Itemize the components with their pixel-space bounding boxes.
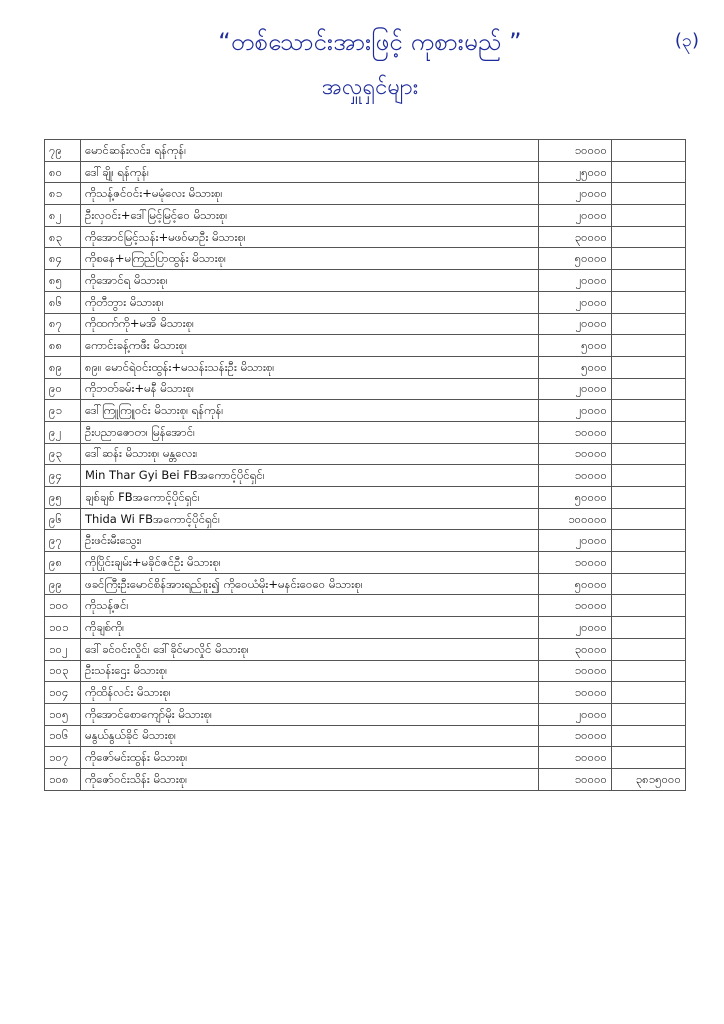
row-number: ၁၀၇ <box>45 747 81 769</box>
donation-amount: ၁၀၀၀၀ <box>539 595 612 617</box>
running-total <box>612 703 686 725</box>
row-number: ၉၀ <box>45 378 81 400</box>
donor-name: ဦးဖင်းမီးသွေး၊ <box>81 530 539 552</box>
table-row <box>45 552 686 574</box>
row-number: ၉၉ <box>45 573 81 595</box>
running-total <box>612 205 686 227</box>
row-number: ၈၁ <box>45 183 81 205</box>
donor-name: ကိုစနေ+မကြည်ပြာထွန်း မိသားစု၊ <box>81 248 539 270</box>
donation-amount: ၁၀၀၀၀ <box>539 465 612 487</box>
row-number: ၁၀၁ <box>45 617 81 639</box>
table-row <box>45 573 686 595</box>
row-number: ၈၆ <box>45 291 81 313</box>
table-row <box>45 595 686 617</box>
page-subtitle: အလှူရှင်များ <box>321 75 419 100</box>
donor-name: ကိုဇော်ဝင်းသိန်း မိသားစု၊ <box>81 768 539 790</box>
donor-name: ၈၉။ မောင်ရဲဝင်းထွန်း+မသန်းသန်းဦး မိသားစု၊ <box>81 356 539 378</box>
running-total <box>612 725 686 747</box>
running-total <box>612 400 686 422</box>
row-number: ၁၀၀ <box>45 595 81 617</box>
donor-name: ကိုပြိုင်းချမ်း+မခိုင်ဇင်ဦး မိသားစု၊ <box>81 552 539 574</box>
row-number: ၉၅ <box>45 487 81 509</box>
table-row <box>45 378 686 400</box>
running-total <box>612 378 686 400</box>
table-row <box>45 747 686 769</box>
donor-name: မနွယ်နွယ်ခိုင် မိသားစု၊ <box>81 725 539 747</box>
page-header <box>0 0 724 120</box>
running-total <box>612 335 686 357</box>
page-number: (၃) <box>674 30 700 51</box>
table-row <box>45 248 686 270</box>
donation-amount: ၂၀၀၀၀ <box>539 400 612 422</box>
running-total <box>612 291 686 313</box>
donor-name: ဒေါ်ခင်ဝင်းလှိုင်၊ ဒေါ်ခိုင်မာလှိုင် မိသားစု၊ <box>81 638 539 660</box>
donor-name: ချစ်ချစ် FBအကောင့်ပိုင်ရှင်၊ <box>81 487 539 509</box>
donor-name: ကိုသန့်ဇင်ဝင်း+မမုံလေး မိသားစု၊ <box>81 183 539 205</box>
row-number: ၉၈ <box>45 552 81 574</box>
table-row <box>45 226 686 248</box>
running-total <box>612 443 686 465</box>
table-row <box>45 161 686 183</box>
running-total <box>612 248 686 270</box>
donation-amount: ၂၀၀၀၀ <box>539 530 612 552</box>
donation-amount: ၃၀၀၀၀ <box>539 638 612 660</box>
donation-amount: ၂၀၀၀၀ <box>539 617 612 639</box>
row-number: ၁၀၅ <box>45 703 81 725</box>
running-total <box>612 660 686 682</box>
donor-name: မောင်ဆန်းလင်း၊ ရန်ကုန်၊ <box>81 140 539 162</box>
donation-amount: ၁၀၀၀၀ <box>539 768 612 790</box>
table-row <box>45 703 686 725</box>
row-number: ၉၁ <box>45 400 81 422</box>
donation-amount: ၁၀၀၀၀ <box>539 747 612 769</box>
table-row <box>45 291 686 313</box>
donor-name: ကိုအောင်မြင့်သန်း+မဖဝ်မာဦး မိသားစု၊ <box>81 226 539 248</box>
row-number: ၉၄ <box>45 465 81 487</box>
running-total <box>612 595 686 617</box>
donor-name: ကိုတီဘွား မိသားစု၊ <box>81 291 539 313</box>
donation-amount: ၁၀၀၀၀ <box>539 140 612 162</box>
donation-amount: ၅၀၀၀၀ <box>539 248 612 270</box>
table-row <box>45 270 686 292</box>
running-total <box>612 573 686 595</box>
donor-table-body <box>45 140 686 791</box>
donation-amount: ၂၀၀၀၀ <box>539 270 612 292</box>
table-row <box>45 443 686 465</box>
running-total <box>612 747 686 769</box>
running-total <box>612 226 686 248</box>
donation-amount: ၁၀၀၀၀၀ <box>539 508 612 530</box>
row-number: ၈၂ <box>45 205 81 227</box>
running-total <box>612 421 686 443</box>
donation-amount: ၂၀၀၀၀ <box>539 291 612 313</box>
table-row <box>45 768 686 790</box>
table-row <box>45 183 686 205</box>
row-number: ၁၀၄ <box>45 682 81 704</box>
row-number: ၁၀၃ <box>45 660 81 682</box>
running-total <box>612 313 686 335</box>
donation-amount: ၅၀၀၀၀ <box>539 487 612 509</box>
donation-amount: ၂၅၀၀၀ <box>539 161 612 183</box>
running-total <box>612 638 686 660</box>
running-total <box>612 508 686 530</box>
donation-amount: ၅၀၀၀ <box>539 335 612 357</box>
donor-name: ဒေါ်ချို၊ ရန်ကုန်၊ <box>81 161 539 183</box>
table-row <box>45 660 686 682</box>
donor-name: ဦးပညာဇောတ၊ မြန်အောင်၊ <box>81 421 539 443</box>
donor-name: ကိုအောင်စောကျော်မိုး မိသားစု၊ <box>81 703 539 725</box>
donor-name: Min Thar Gyi Bei FBအကောင့်ပိုင်ရှင်၊ <box>81 465 539 487</box>
running-total: ၃၈၁၅၀၀၀ <box>612 768 686 790</box>
running-total <box>612 552 686 574</box>
row-number: ၈၅ <box>45 270 81 292</box>
donor-name: Thida Wi FBအကောင့်ပိုင်ရှင်၊ <box>81 508 539 530</box>
table-row <box>45 465 686 487</box>
donor-name: ကိုသန့်ဇင်၊ <box>81 595 539 617</box>
running-total <box>612 140 686 162</box>
table-row <box>45 638 686 660</box>
table-row <box>45 400 686 422</box>
table-row <box>45 421 686 443</box>
donation-amount: ၁၀၀၀၀ <box>539 421 612 443</box>
donor-name: ဒေါ်ကြူကြူဝင်း မိသားစု၊ ရန်ကုန်၊ <box>81 400 539 422</box>
donation-amount: ၁၀၀၀၀ <box>539 443 612 465</box>
donation-amount: ၂၀၀၀၀ <box>539 703 612 725</box>
table-row <box>45 487 686 509</box>
row-number: ၈၃ <box>45 226 81 248</box>
donation-amount: ၁၀၀၀၀ <box>539 682 612 704</box>
donor-name: ဒေါ်ဆန်း မိသားစု၊ မန္တလေး၊ <box>81 443 539 465</box>
donor-name: ကိုထိန်လင်း မိသားစု၊ <box>81 682 539 704</box>
donation-amount: ၂၀၀၀၀ <box>539 183 612 205</box>
donation-amount: ၃၀၀၀၀ <box>539 226 612 248</box>
row-number: ၁၀၂ <box>45 638 81 660</box>
running-total <box>612 465 686 487</box>
running-total <box>612 487 686 509</box>
table-row <box>45 530 686 552</box>
row-number: ၈၄ <box>45 248 81 270</box>
row-number: ၈၇ <box>45 313 81 335</box>
donor-name: ဦးလှဝင်း+ဒေါ်မြင့်မြင့်ဝေ မိသားစု၊ <box>81 205 539 227</box>
donation-amount: ၅၀၀၀ <box>539 356 612 378</box>
running-total <box>612 530 686 552</box>
running-total <box>612 161 686 183</box>
donor-name: ဖခင်ကြီးဦးမောင်စိန်အားရည်စူး၍ ကိုဝေယံမိုး+မနင်းဝေဝေ မိသားစု၊ <box>81 573 539 595</box>
donor-name: ကိုချစ်ကို၊ <box>81 617 539 639</box>
donation-amount: ၅၀၀၀၀ <box>539 573 612 595</box>
table-row <box>45 140 686 162</box>
donation-amount: ၁၀၀၀၀ <box>539 660 612 682</box>
table-row <box>45 356 686 378</box>
row-number: ၇၉ <box>45 140 81 162</box>
page-title: “တစ်သောင်းအားဖြင့် ကုစားမည် ” <box>218 28 522 56</box>
running-total <box>612 270 686 292</box>
table-row <box>45 725 686 747</box>
donor-name: ကိုဘတ်ခမ်း+မနီ မိသားစု၊ <box>81 378 539 400</box>
row-number: ၉၇ <box>45 530 81 552</box>
row-number: ၈၀ <box>45 161 81 183</box>
running-total <box>612 183 686 205</box>
table-row <box>45 682 686 704</box>
table-row <box>45 335 686 357</box>
donation-amount: ၁၀၀၀၀ <box>539 552 612 574</box>
running-total <box>612 356 686 378</box>
row-number: ၉၆ <box>45 508 81 530</box>
row-number: ၁၀၈ <box>45 768 81 790</box>
row-number: ၈၈ <box>45 335 81 357</box>
donor-name: ဦးသန်းဌေး မိသားစု၊ <box>81 660 539 682</box>
row-number: ၁၀၆ <box>45 725 81 747</box>
donor-name: ကောင်းခန့်ကဖီး မိသားစု၊ <box>81 335 539 357</box>
donation-amount: ၂၀၀၀၀ <box>539 205 612 227</box>
table-row <box>45 617 686 639</box>
donor-table <box>44 139 686 791</box>
table-row <box>45 205 686 227</box>
donation-amount: ၁၀၀၀၀ <box>539 725 612 747</box>
table-row <box>45 508 686 530</box>
donation-amount: ၂၀၀၀၀ <box>539 313 612 335</box>
running-total <box>612 617 686 639</box>
row-number: ၉၃ <box>45 443 81 465</box>
donor-name: ကိုထက်ကို+မအိ မိသားစု၊ <box>81 313 539 335</box>
row-number: ၈၉ <box>45 356 81 378</box>
table-row <box>45 313 686 335</box>
donor-name: ကိုဇော်မင်းထွန်း မိသားစု၊ <box>81 747 539 769</box>
donation-amount: ၂၀၀၀၀ <box>539 378 612 400</box>
row-number: ၉၂ <box>45 421 81 443</box>
donor-name: ကိုအောင်ရ မိသားစု၊ <box>81 270 539 292</box>
running-total <box>612 682 686 704</box>
